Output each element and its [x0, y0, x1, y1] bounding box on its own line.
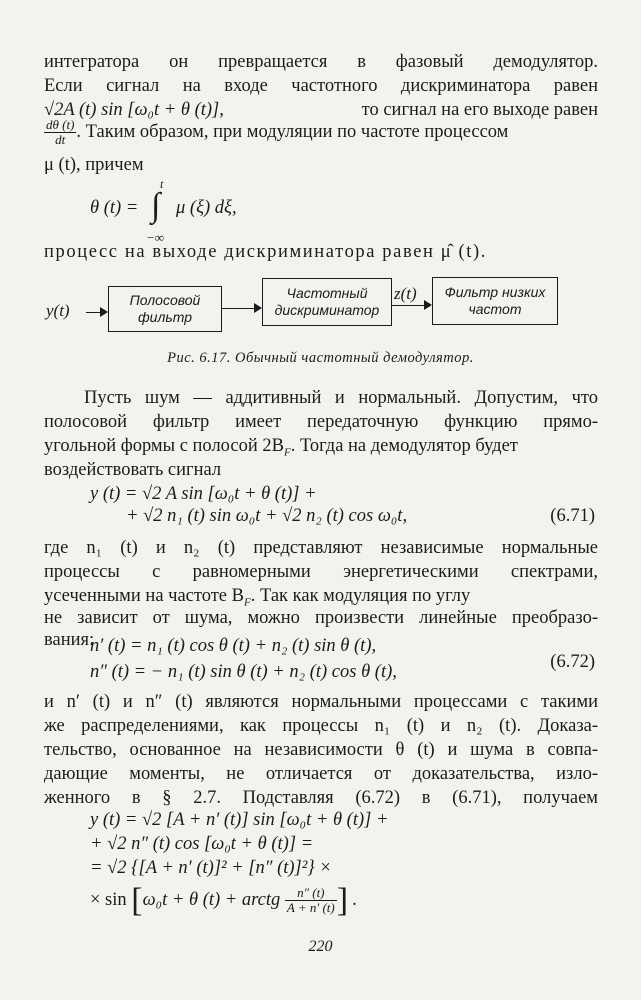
text-line: же распределениями, как процессы n₁ (t) и n₂ (t). Доказа-: [44, 716, 598, 736]
left-bracket-icon: [: [131, 881, 143, 919]
equation-line: y (t) = √2 [A + n′ (t)] sin [ω₀t + θ (t)] +: [90, 810, 389, 830]
frequency-discriminator-block: [262, 278, 392, 326]
text-line: процесс на выходе дискриминатора равен μ̂ (t).: [44, 242, 487, 262]
text-line: полосовой фильтр имеет передаточную функцию прямо-: [44, 412, 598, 432]
input-signal-label: y(t): [46, 301, 70, 320]
inline-math: √2A (t) sin [ω₀t + θ (t)],: [44, 100, 224, 120]
lowpass-filter-block: [432, 277, 558, 325]
arrow-head-icon: [254, 303, 262, 313]
block-label: фильтр: [137, 309, 193, 325]
page-number: 220: [308, 938, 333, 955]
math-span: ω₀t + θ (t) + arctg: [142, 889, 281, 910]
text-line: Если сигнал на входе частотного дискриминатора равен: [44, 76, 598, 96]
equation-line: = √2 {[A + n′ (t)]² + [n″ (t)]²} ×: [90, 858, 332, 878]
derivative-fraction: [44, 118, 76, 147]
arrow-head-icon: [100, 307, 108, 317]
equation-line-with-fraction: × sin [ω₀t + θ (t) + arctg $\frac{n'' (t)}{A + n' (t)}$ ] .: [90, 881, 358, 919]
fraction-numerator: n″ (t): [285, 886, 337, 901]
text-span: то сигнал на его выходе равен: [361, 100, 598, 120]
bandpass-filter-block: [108, 286, 222, 332]
equation-number: (6.72): [550, 652, 595, 672]
text-line: не зависит от шума, можно произвести линейные преобразо-: [44, 608, 598, 628]
integral-lhs: θ (t) =: [90, 198, 139, 218]
integral-rhs: μ (ξ) dξ,: [176, 198, 237, 218]
right-bracket-icon: ]: [336, 881, 349, 919]
text-line-with-math: усеченными на частоте $B_F$. Так как модуляция по углу: [44, 586, 471, 609]
text-line: где n₁ (t) и n₂ (t) представляют независимые нормальные: [44, 538, 598, 558]
equation-line: + √2 n″ (t) cos [ω₀t + θ (t)] =: [90, 834, 314, 854]
integral-lower-limit: −∞: [146, 230, 165, 245]
text-line: женного в § 2.7. Подставляя (6.72) в (6.71), получаем: [44, 788, 598, 808]
block-label: Фильтр низких: [444, 284, 546, 300]
text-line: воздействовать сигнал: [44, 460, 222, 480]
text-span: угольной формы с полосой 2B: [44, 436, 284, 456]
text-line: интегратора он превращается в фазовый демодулятор.: [44, 52, 598, 72]
text-line: вания:: [44, 630, 95, 650]
text-line: μ (t), причем: [44, 155, 144, 175]
equation-number: (6.71): [550, 506, 595, 526]
math-span: × sin: [90, 889, 127, 910]
equation-line: n″ (t) = − n₁ (t) sin θ (t) + n₂ (t) cos θ (t),: [90, 662, 397, 682]
equation-line: + √2 n₁ (t) sin ω₀t + √2 n₂ (t) cos ω₀t,: [126, 506, 408, 526]
block-label: частот: [468, 301, 522, 317]
text-span: усеченными на частоте B: [44, 586, 244, 606]
block-label: дискриминатор: [274, 302, 380, 318]
fraction-denominator: A + n′ (t): [286, 900, 335, 915]
text-line: дающие моменты, не отличается от доказательства, изло-: [44, 764, 598, 784]
equation-line: n′ (t) = n₁ (t) cos θ (t) + n₂ (t) sin θ (t),: [90, 636, 377, 656]
text-line: и n′ (t) и n″ (t) являются нормальными процессами с такими: [44, 692, 598, 712]
text-line-with-fraction: [44, 118, 598, 152]
fraction-denominator: dt: [55, 132, 66, 147]
text-span: . Так как модуляция по углу: [250, 586, 471, 606]
text-line: Пусть шум — аддитивный и нормальный. Допустим, что: [84, 388, 598, 408]
block-label: Частотный: [286, 285, 368, 301]
integral-sign-icon: ∫: [151, 187, 161, 224]
text-line-with-math: угольной формы с полосой $2B_F$. Тогда на демодулятор будет: [44, 436, 518, 459]
intermediate-signal-label: z(t): [394, 284, 417, 303]
block-label: Полосовой: [129, 292, 201, 308]
text-line: процессы с равномерными энергетическими спектрами,: [44, 562, 598, 582]
text-span: . Тогда на демодулятор будет: [290, 436, 518, 456]
equation-line: y (t) = √2 A sin [ω₀t + θ (t)] +: [90, 484, 317, 504]
text-line: тельство, основанное на независимости θ (t) и шума в совпа-: [44, 740, 598, 760]
arctg-fraction: [285, 886, 337, 915]
text-span: . Таким образом, при модуляции по частоте процессом: [76, 121, 509, 142]
fraction-numerator: dθ (t): [46, 117, 75, 132]
integral-upper-limit: t: [160, 177, 164, 191]
arrow-head-icon: [424, 300, 432, 310]
figure-caption: Рис. 6.17. Обычный частотный демодулятор.: [167, 350, 474, 366]
